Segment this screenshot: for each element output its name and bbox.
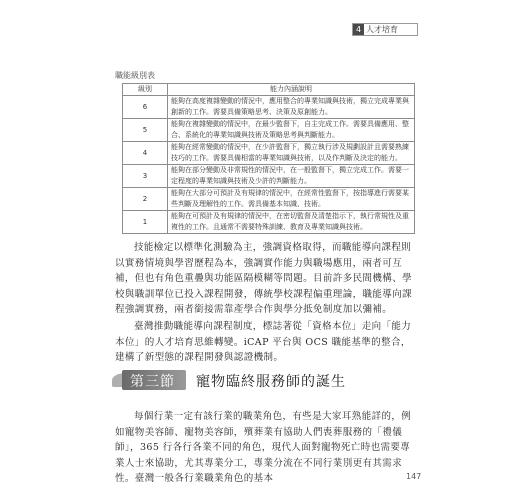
- table-cell-description: 能夠在部分變動及非常規性的情況中，在一般監督下，獨立完成工作。需要一定程度的專業知識與技術及少許的判斷能力。: [168, 165, 415, 188]
- table-header-row: [123, 84, 415, 96]
- column-header-level: 級別: [123, 84, 168, 96]
- table-row: [123, 188, 415, 211]
- table-row: [123, 142, 415, 165]
- table-cell-description: 能夠在高度複雜變動的情況中，應用整合的專業知識與技術，獨立完成專業與創新的工作。需要具備策略思考、決策及原創能力。: [168, 96, 415, 119]
- table-caption: 職能級別表: [115, 71, 155, 80]
- chapter-tab: [352, 23, 418, 36]
- column-header-description: 能力內涵說明: [168, 84, 415, 96]
- table-row: [123, 96, 415, 119]
- body-paragraph: 技能檢定以標準化測驗為主，強調資格取得，而職能導向課程則以實務情境與學習歷程為本，強調實作能力與職場應用，兩者可互補，但也有角色重疊與功能區隔模糊等問題。目前許多民間機構、學校與職訓單位已投入課程開發，傳統學校課程偏重理論，職能導向課程強調實務，兩者銜接需靠產學合作與學分抵免制度加以彌補。: [115, 242, 413, 316]
- table-row: [123, 211, 415, 234]
- chapter-number: 4: [353, 24, 364, 35]
- table-cell-level: 5: [123, 119, 168, 142]
- table-cell-description: 能夠在複雜變動的情況中，在最少監督下，自主完成工作。需要具備應用、整合、系統化的專業知識與技術及策略思考與判斷能力。: [168, 119, 415, 142]
- table-cell-level: 2: [123, 188, 168, 211]
- page-number: 147: [406, 472, 422, 481]
- table-cell-level: 4: [123, 142, 168, 165]
- table-cell-description: 能夠在可預計及有規律的情況中，在密切監督及清楚指示下，執行常規性及重複性的工作。且通常不需要特殊訓練、教育及專業知識與技術。: [168, 211, 415, 234]
- competency-levels-table: [122, 83, 415, 234]
- table-cell-description: 能夠在經常變動的情況中，在少許監督下，獨立執行涉及規劃設計且需要熟練技巧的工作。需要具備相當的專業知識與技術，以及作判斷及決定的能力。: [168, 142, 415, 165]
- table-row: [123, 119, 415, 142]
- section-title: 寵物臨終服務師的誕生: [196, 374, 346, 390]
- table-cell-level: 1: [123, 211, 168, 234]
- table-cell-level: 3: [123, 165, 168, 188]
- body-paragraph: 每個行業一定有該行業的職業角色，有些是大家耳熟能詳的，例如寵物美容師、寵物美容師，殯葬業有協助人們喪葬服務的「禮儀師」，365 行各行各業不同的角色，現代人面對寵物死亡時也需要專業人士來協助，尤其專業分工，專業分流在不同行業別更有其需求性。臺灣一般各行業職業角色的基本: [115, 411, 412, 485]
- section-heading: [112, 366, 422, 394]
- table-row: [123, 165, 415, 188]
- section-number: 第三節: [130, 374, 175, 390]
- table-cell-level: 6: [123, 96, 168, 119]
- body-paragraph: 臺灣推動職能導向課程制度，標誌著從「資格本位」走向「能力本位」的人才培育思維轉變。iCAP 平台與 OCS 職能基準的整合，建構了新型態的課程開發與認證機制。: [115, 321, 412, 364]
- table-cell-description: 能夠在大部分可預計及有規律的情況中，在經常性監督下，按指導進行需要某些判斷及理解性的工作。需具備基本知識、技術。: [168, 188, 415, 211]
- chapter-title: 人才培育: [366, 25, 398, 34]
